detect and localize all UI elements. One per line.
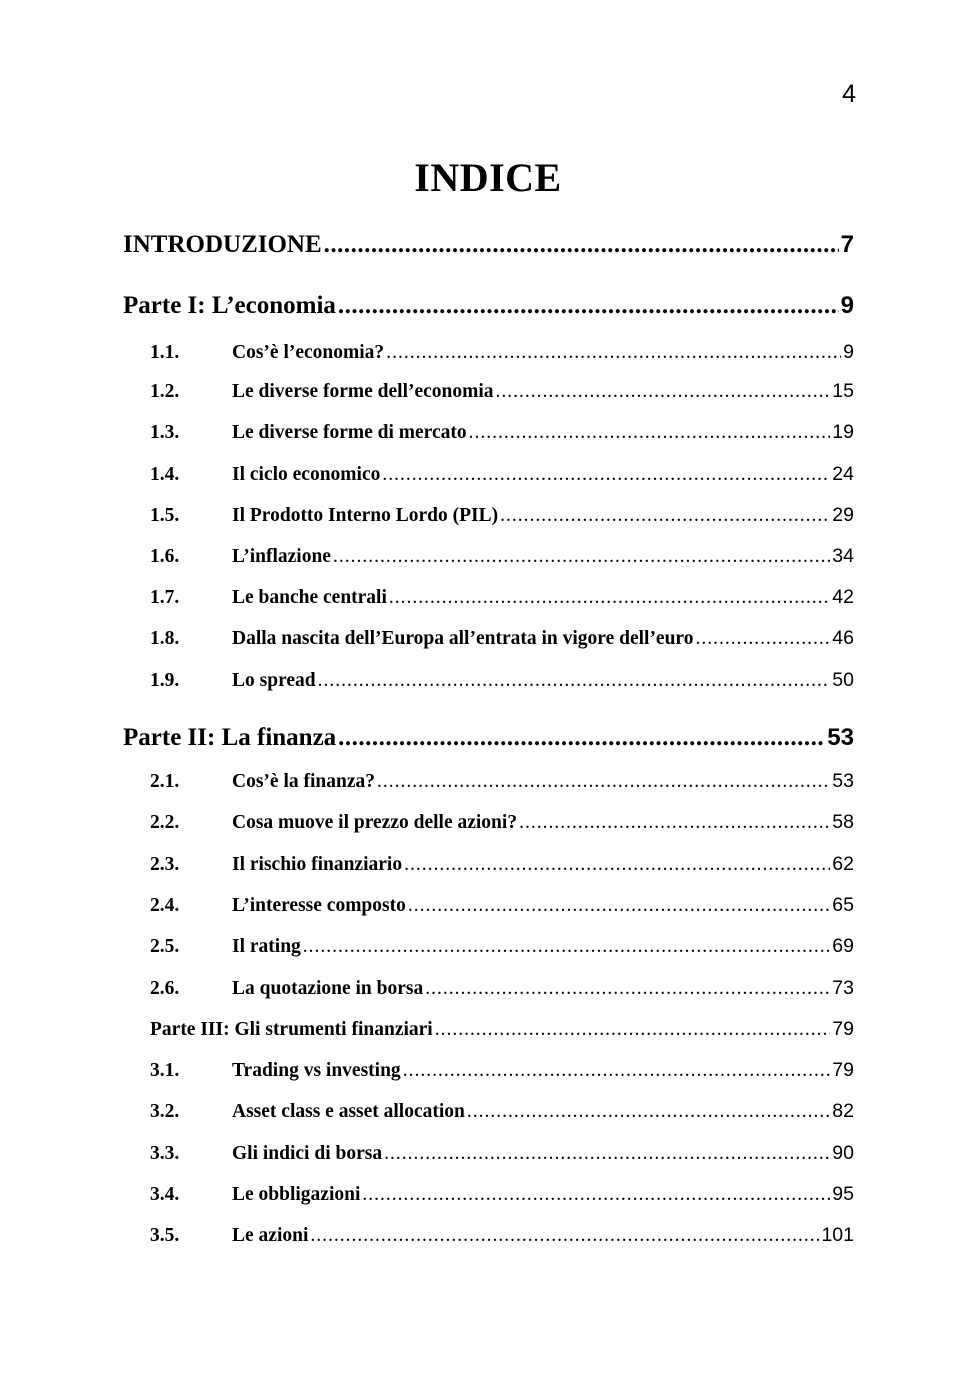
dot-leader bbox=[338, 292, 839, 320]
dot-leader bbox=[377, 771, 830, 793]
dot-leader bbox=[696, 628, 831, 650]
toc-entry[interactable] bbox=[150, 811, 854, 834]
dot-leader bbox=[310, 1225, 819, 1247]
toc-entry[interactable] bbox=[150, 1018, 854, 1041]
dot-leader bbox=[496, 381, 831, 403]
dot-leader bbox=[404, 854, 830, 876]
toc-entry-number: 3.3. bbox=[150, 1143, 180, 1164]
toc-entry[interactable] bbox=[150, 770, 854, 793]
dot-leader bbox=[408, 895, 830, 917]
toc-entry-label: Parte II: La finanza bbox=[123, 724, 337, 751]
dot-leader bbox=[362, 1184, 830, 1206]
toc-entry-label: Lo spread bbox=[232, 670, 316, 691]
dot-leader bbox=[500, 505, 830, 527]
toc-entry-label: Cosa muove il prezzo delle azioni? bbox=[232, 812, 518, 833]
toc-entry-page: 53 bbox=[827, 724, 854, 751]
toc-entry[interactable] bbox=[150, 421, 854, 444]
toc-entry-page: 62 bbox=[832, 853, 854, 875]
toc-entry[interactable] bbox=[150, 853, 854, 876]
toc-entry-label: Il rischio finanziario bbox=[232, 854, 403, 875]
toc-entry-number: 3.1. bbox=[150, 1060, 180, 1081]
toc-entry-label: Il rating bbox=[232, 936, 301, 957]
toc-entry-number: 1.1. bbox=[150, 342, 180, 363]
toc-entry-number: 2.5. bbox=[150, 936, 180, 957]
dot-leader bbox=[384, 1143, 830, 1165]
toc-entry-number: 3.4. bbox=[150, 1184, 180, 1205]
toc-entry-number: 1.4. bbox=[150, 464, 180, 485]
toc-entry-number: 3.2. bbox=[150, 1101, 180, 1122]
toc-entry-page: 69 bbox=[832, 935, 854, 957]
toc-entry-label: La quotazione in borsa bbox=[232, 978, 424, 999]
dot-leader bbox=[338, 724, 825, 752]
toc-entry-page: 9 bbox=[840, 292, 854, 319]
toc-entry-number: 1.3. bbox=[150, 422, 180, 443]
toc-entry-label: L’inflazione bbox=[232, 546, 331, 567]
toc-entry-number: 1.6. bbox=[150, 546, 180, 567]
toc-entry[interactable] bbox=[123, 292, 854, 320]
toc-entry[interactable] bbox=[150, 894, 854, 917]
toc-entry-page: 82 bbox=[832, 1100, 854, 1122]
toc-entry[interactable] bbox=[150, 1142, 854, 1165]
toc-entry-page: 24 bbox=[832, 463, 854, 485]
toc-entry[interactable] bbox=[150, 341, 854, 364]
toc-entry-label: L’interesse composto bbox=[232, 895, 406, 916]
toc-entry-page: 42 bbox=[832, 586, 854, 608]
toc-entry-number: 1.5. bbox=[150, 505, 180, 526]
dot-leader bbox=[519, 812, 830, 834]
toc-entry-page: 50 bbox=[832, 669, 854, 691]
toc-entry-number: 2.6. bbox=[150, 978, 180, 999]
toc-entry-page: 7 bbox=[840, 231, 854, 258]
toc-entry-number: 2.4. bbox=[150, 895, 180, 916]
dot-leader bbox=[425, 978, 830, 1000]
toc-entry-page: 73 bbox=[832, 977, 854, 999]
toc-entry-label: Le diverse forme dell’economia bbox=[232, 381, 494, 402]
page-title: INDICE bbox=[414, 155, 562, 200]
toc-entry[interactable] bbox=[150, 1183, 854, 1206]
toc-entry-page: 34 bbox=[832, 545, 854, 567]
toc-entry-number: 1.8. bbox=[150, 628, 180, 649]
toc-entry-label: Il Prodotto Interno Lordo (PIL) bbox=[232, 505, 499, 526]
toc-entry-label: Le azioni bbox=[232, 1225, 309, 1246]
toc-entry[interactable] bbox=[150, 463, 854, 486]
toc-entry[interactable] bbox=[150, 977, 854, 1000]
toc-entry-label: Cos’è la finanza? bbox=[232, 771, 375, 792]
toc-entry-page: 29 bbox=[832, 504, 854, 526]
toc-entry[interactable] bbox=[150, 586, 854, 609]
toc-entry-page: 79 bbox=[832, 1018, 854, 1040]
toc-entry[interactable] bbox=[123, 724, 854, 752]
toc-entry-number: 1.7. bbox=[150, 587, 180, 608]
toc-entry-page: 90 bbox=[832, 1142, 854, 1164]
toc-entry-number: 1.2. bbox=[150, 381, 180, 402]
toc-entry-label: Le diverse forme di mercato bbox=[232, 422, 467, 443]
dot-leader bbox=[386, 342, 841, 364]
toc-entry-page: 46 bbox=[832, 627, 854, 649]
toc-entry-page: 19 bbox=[832, 421, 854, 443]
toc-entry-number: 2.2. bbox=[150, 812, 180, 833]
dot-leader bbox=[324, 231, 839, 259]
toc-entry-label: Cos’è l’economia? bbox=[232, 342, 385, 363]
toc-entry[interactable] bbox=[123, 231, 854, 259]
toc-entry-page: 9 bbox=[843, 341, 854, 363]
toc-entry-number: 2.3. bbox=[150, 854, 180, 875]
toc-entry-label: INTRODUZIONE bbox=[123, 231, 322, 258]
dot-leader bbox=[303, 936, 831, 958]
toc-entry[interactable] bbox=[150, 504, 854, 527]
toc-entry-label: Dalla nascita dell’Europa all’entrata in vigore dell’euro bbox=[232, 628, 694, 649]
dot-leader bbox=[318, 670, 831, 692]
toc-entry-page: 15 bbox=[832, 380, 854, 402]
toc-entry[interactable] bbox=[150, 380, 854, 403]
toc-entry[interactable] bbox=[150, 669, 854, 692]
toc-entry[interactable] bbox=[150, 1100, 854, 1123]
dot-leader bbox=[333, 546, 830, 568]
dot-leader bbox=[382, 464, 830, 486]
toc-entry-label: Le obbligazioni bbox=[232, 1184, 361, 1205]
toc-entry-page: 79 bbox=[832, 1059, 854, 1081]
toc-entry-page: 101 bbox=[821, 1224, 854, 1246]
toc-entry[interactable] bbox=[150, 545, 854, 568]
toc-entry[interactable] bbox=[150, 1224, 854, 1247]
toc-entry-number: 3.5. bbox=[150, 1225, 180, 1246]
toc-entry-label: Le banche centrali bbox=[232, 587, 387, 608]
toc-entry-number: 2.1. bbox=[150, 771, 180, 792]
toc-entry-label: Asset class e asset allocation bbox=[232, 1101, 465, 1122]
toc-entry[interactable] bbox=[150, 1059, 854, 1082]
toc-entry-page: 95 bbox=[832, 1183, 854, 1205]
dot-leader bbox=[467, 1101, 830, 1123]
toc-entry-page: 58 bbox=[832, 811, 854, 833]
toc-entry-label: Parte III: Gli strumenti finanziari bbox=[150, 1019, 433, 1040]
dot-leader bbox=[389, 587, 830, 609]
toc-entry-label: Il ciclo economico bbox=[232, 464, 381, 485]
toc-entry-label: Trading vs investing bbox=[232, 1060, 401, 1081]
toc-entry-label: Gli indici di borsa bbox=[232, 1143, 383, 1164]
dot-leader bbox=[435, 1019, 831, 1041]
toc-entry-label: Parte I: L’economia bbox=[123, 292, 336, 319]
toc-entry[interactable] bbox=[150, 935, 854, 958]
page-number: 4 bbox=[842, 80, 856, 108]
toc-entry-number: 1.9. bbox=[150, 670, 180, 691]
toc-entry-page: 53 bbox=[832, 770, 854, 792]
toc-entry[interactable] bbox=[150, 627, 854, 650]
dot-leader bbox=[469, 422, 831, 444]
toc-entry-page: 65 bbox=[832, 894, 854, 916]
dot-leader bbox=[403, 1060, 831, 1082]
